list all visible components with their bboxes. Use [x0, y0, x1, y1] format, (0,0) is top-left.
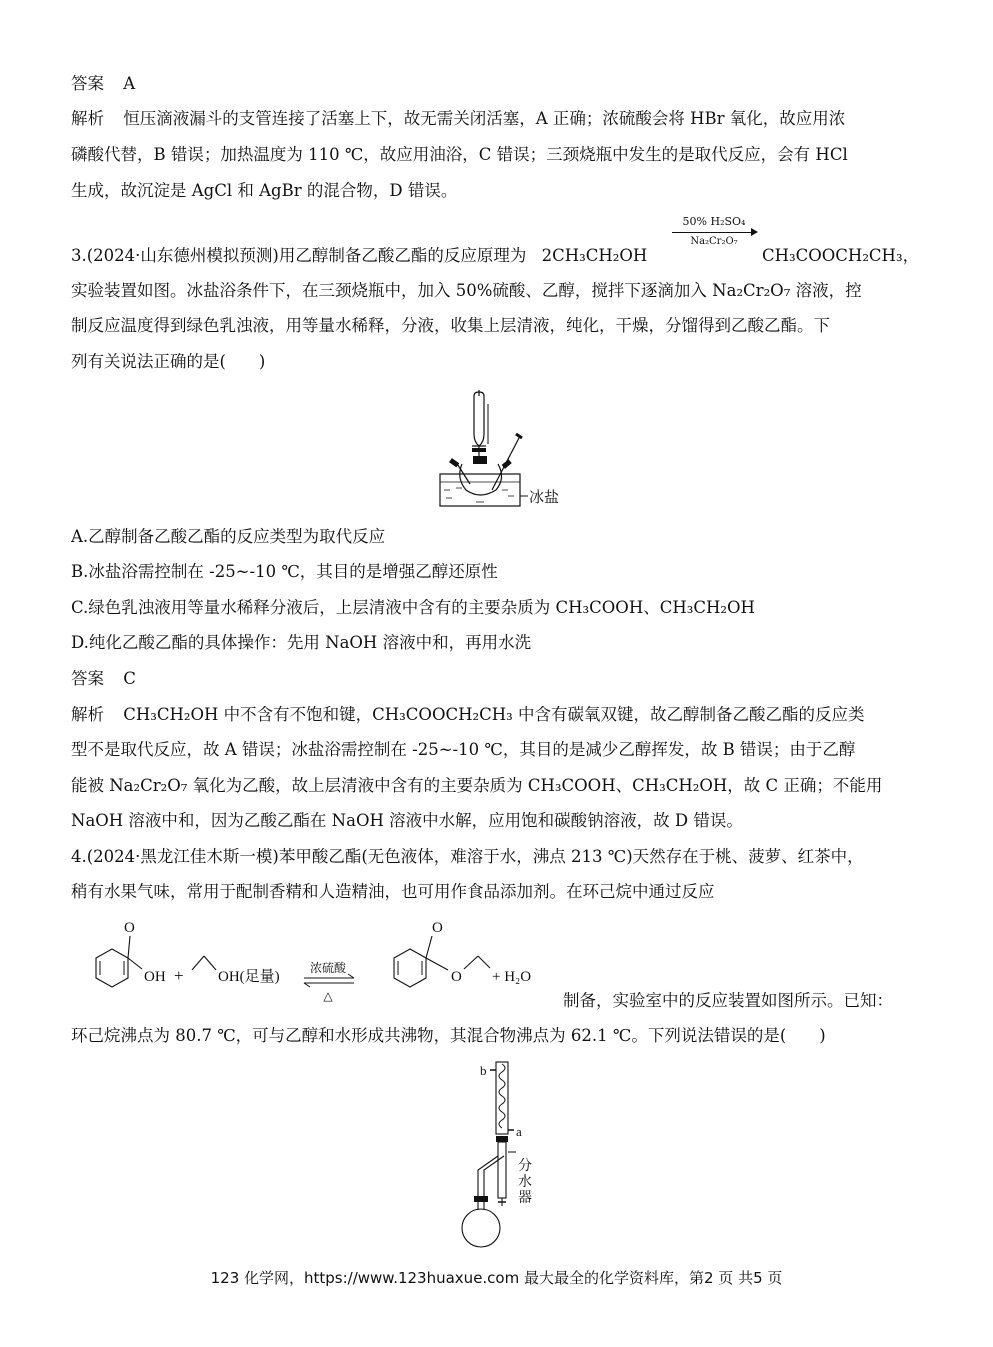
analysis-label: 解析 [71, 109, 104, 128]
q3-option-c: C.绿色乳浊液用等量水稀释分液后，上层清液中含有的主要杂质为 CH₃COOH、CH₃CH₂OH [71, 598, 755, 617]
eq-plus2: + H₂O [492, 969, 532, 985]
answer-value: A [123, 74, 136, 93]
answer-value: C [123, 669, 136, 688]
answer-label: 答案 [71, 669, 104, 688]
arrow-bottom-text: Na₂Cr₂O₇ [690, 236, 738, 247]
q4-reaction-equation [76, 914, 566, 1010]
q4-stem-line-2: 稍有水果气味，常用于配制香精和人造精油，也可用作食品添加剂。在环己烷中通过反应 [71, 882, 715, 901]
q3-stem-line-4: 列有关说法正确的是( ) [71, 352, 266, 371]
q3-analysis-line-1 [71, 704, 864, 726]
q3-product: CH₃COOCH₂CH₃， [762, 246, 920, 265]
q3-option-a: A.乙醇制备乙酸乙酯的反应类型为取代反应 [71, 527, 386, 546]
fig-label-b: b [480, 1063, 487, 1078]
svg-text:O: O [124, 920, 135, 936]
fig-label-a: a [516, 1124, 522, 1139]
q3-figure-label: 冰盐 [529, 490, 560, 506]
q4-stem-line-3: 环己烷沸点为 80.7 ℃，可与乙醇和水形成共沸物，其混合物沸点为 62.1 ℃。下列说法错误的是( ) [71, 1026, 826, 1045]
eq-oh2: OH(足量) [218, 969, 280, 985]
arrow-head [751, 228, 758, 236]
fig-label-sep-1: 分 [518, 1159, 532, 1174]
fig-label-sep-3: 器 [518, 1191, 532, 1206]
q3-analysis-line-3: 能被 Na₂Cr₂O₇ 氧化为乙酸，故上层清液中含有的主要杂质为 CH₃COOH、CH₃CH₂OH，故 C 正确；不能用 [71, 776, 883, 795]
eq-oh1: OH [144, 969, 166, 985]
arrow-line [672, 232, 756, 233]
fig-label-sep-2: 水 [518, 1175, 532, 1190]
eq-arrow-top: 浓硫酸 [309, 961, 347, 975]
q2-analysis-line-3: 生成，故沉淀是 AgCl 和 AgBr 的混合物，D 错误。 [71, 181, 458, 200]
q3-stem-line-2: 实验装置如图。冰盐浴条件下，在三颈烧瓶中，加入 50%硫酸、乙醇，搅拌下逐滴加入 Na₂Cr₂O₇ 溶液，控 [71, 281, 862, 300]
q3-option-d: D.纯化乙酸乙酯的具体操作：先用 NaOH 溶液中和，再用水洗 [71, 633, 532, 652]
answer-label: 答案 [71, 74, 104, 93]
page-footer: 123 化学网，https://www.123huaxue.com 最大最全的化学资料库，第2 页 共5 页 [210, 1269, 783, 1287]
eq-o: O [451, 969, 462, 985]
q4-apparatus-figure [456, 1060, 556, 1250]
q3-analysis-line-2: 型不是取代反应，故 A 错误；冰盐浴需控制在 -25~-10 ℃，其目的是减少乙醇挥发，故 B 错误；由于乙醇 [71, 740, 856, 759]
q3-reaction-arrow [672, 215, 756, 265]
q2-analysis-line-2: 磷酸代替，B 错误；加热温度为 110 ℃，故应用油浴，C 错误；三颈烧瓶中发生的是取代反应，会有 HCl [71, 145, 848, 164]
q3-stem-prefix: 3.(2024·山东德州模拟预测)用乙醇制备乙酸乙酯的反应原理为 [71, 246, 527, 265]
q3-stem-line-1 [71, 245, 647, 267]
q3-answer [71, 668, 136, 690]
q4-stem-line-1: 4.(2024·黑龙江佳木斯一模)苯甲酸乙酯(无色液体，难溶于水，沸点 213 ℃)天然存在于桃、菠萝、红茶中， [71, 847, 864, 866]
analysis-text: 恒压滴液漏斗的支管连接了活塞上下，故无需关闭活塞，A 正确；浓硫酸会将 HBr 氧化，故应用浓 [123, 109, 846, 128]
q2-analysis-line-1 [71, 108, 845, 130]
q3-analysis-line-4: NaOH 溶液中和，因为乙酸乙酯在 NaOH 溶液中水解，应用饱和碳酸钠溶液，故 D 错误。 [71, 811, 743, 830]
q3-apparatus-figure [436, 386, 596, 514]
q3-stem-line-3: 制反应温度得到绿色乳浊液，用等量水稀释，分液，收集上层清液，纯化，干燥，分馏得到乙酸乙酯。下 [71, 316, 830, 335]
q2-answer [71, 73, 135, 95]
arrow-top-text: 50% H₂SO₄ [682, 215, 746, 228]
analysis-text: CH₃CH₂OH 中不含有不饱和键，CH₃COOCH₂CH₃ 中含有碳氧双键，故乙醇制备乙酸乙酯的反应类 [123, 705, 865, 724]
analysis-label: 解析 [71, 705, 104, 724]
eq-arrow-bottom: △ [323, 989, 333, 1003]
q3-reactant: 2CH₃CH₂OH [541, 246, 648, 265]
q4-after-eq: 制备，实验室中的反应装置如图所示。已知： [563, 991, 893, 1010]
q3-option-b: B.冰盐浴需控制在 -25~-10 ℃，其目的是增强乙醇还原性 [71, 562, 498, 581]
svg-text:O: O [432, 920, 443, 936]
eq-plus1: + [174, 966, 184, 985]
